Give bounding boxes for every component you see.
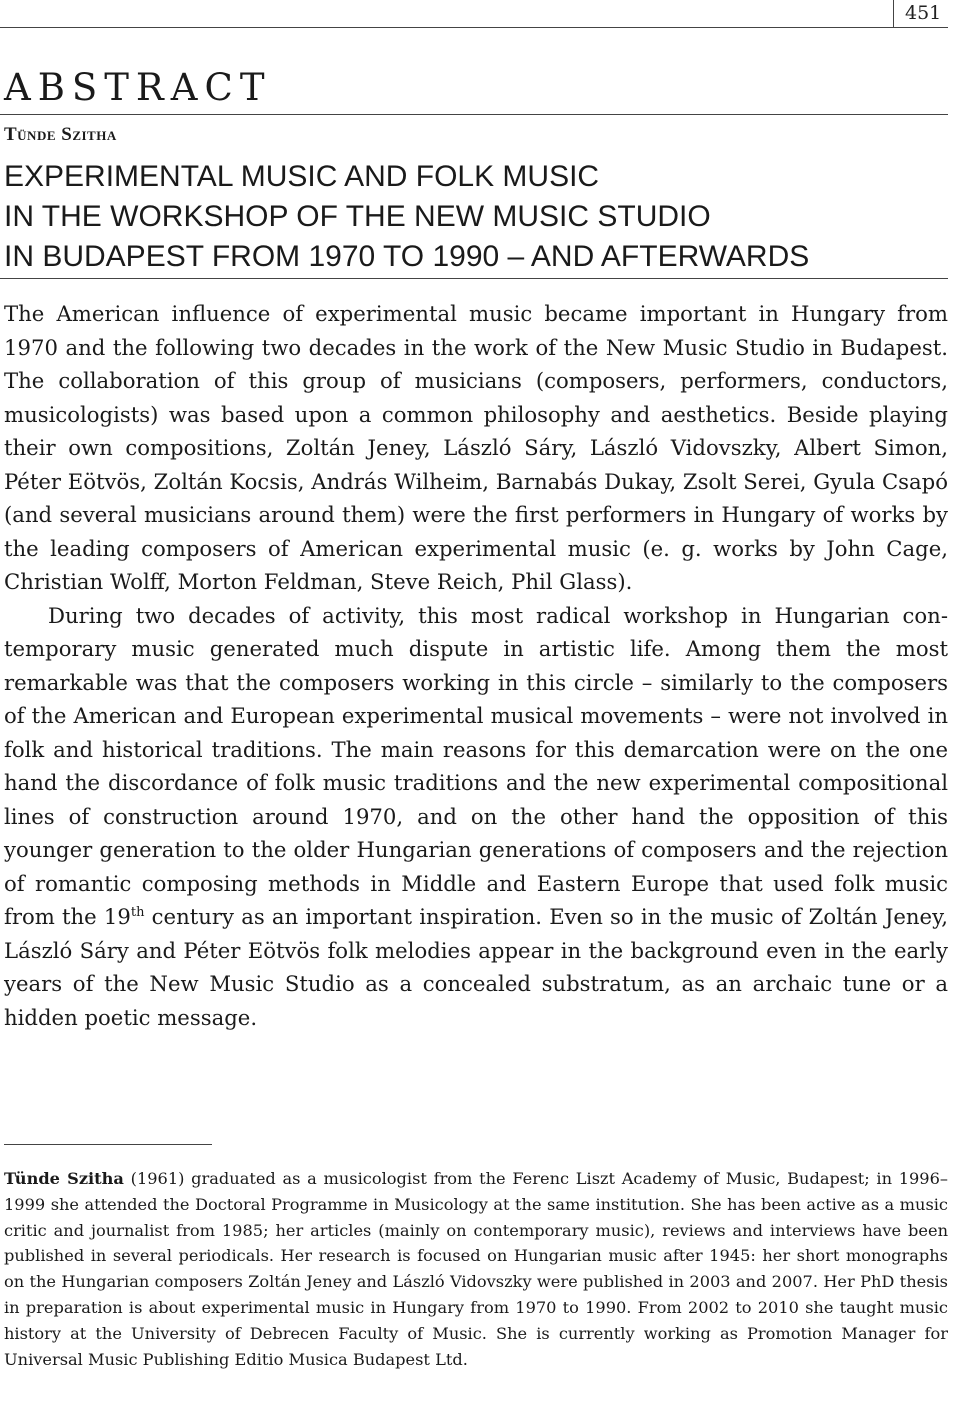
title-rule (0, 278, 948, 279)
superscript-th: th (130, 904, 145, 920)
author-name: Tünde Szitha (4, 124, 117, 145)
abstract-paragraph-1: The American influence of experimental music became important in Hungary from 1970 and the following two decades in the work of the New Music Studio in Budapest. The collaboration of this group of musicians (composers, performers, conductors, musicologists) was based upon a common philosophy and aesthetics. Beside playing their own compositions, Zoltán Jeney, László Sáry, László Vidovszky, Albert Simon, Péter Eötvös, Zoltán Kocsis, András Wilheim, Barnabás Dukay, Zsolt Serei, Gyula Csapó (and several musicians around them) were the first performers in Hungary of works by the leading composers of American experimental music (e. g. works by John Cage, Christian Wolff, Morton Feldman, Steve Reich, Phil Glass). (4, 301, 948, 594)
abstract-paragraph-2 (4, 599, 948, 1035)
header-rule (0, 27, 948, 28)
paragraph-2-text-end: century as an important inspiration. Even so in the music of Zoltán Jeney, László Sáry and Péter Eötvös folk melodies appear in the background even in the early years of the New Music Studio as a concealed substratum, as an archaic tune or a hidden poetic message. (4, 904, 948, 1030)
title-line: IN THE WORKSHOP OF THE NEW MUSIC STUDIO (4, 200, 711, 233)
paragraph-2-text: During two decades of activity, this most radical workshop in Hungarian contemporary music generated much dispute in artistic life. Among them the most remarkable was that the composers working in this circle – similarly to the composers of the American and European experimental musical movements – were not involved in folk and historical traditions. The main reasons for this demarcation were on the one hand the discordance of folk music traditions and the new experimental compositional lines of construction around 1970, and on the other hand the opposition of this younger generation to the older Hungarian generations of composers and the rejection of romantic composing methods in Middle and Eastern Europe that used folk music from the 19 (4, 602, 948, 929)
abstract-body (4, 297, 948, 1034)
author-bio (4, 1166, 948, 1372)
section-heading: ABSTRACT (4, 66, 272, 109)
page-number: 451 (905, 2, 942, 24)
heading-rule (0, 114, 948, 115)
title-line: EXPERIMENTAL MUSIC AND FOLK MUSIC (4, 160, 600, 193)
article-title (4, 157, 948, 277)
bio-author-name: Tünde Szitha (4, 1169, 124, 1188)
footnote-rule (4, 1144, 212, 1145)
title-line: IN BUDAPEST FROM 1970 TO 1990 – AND AFTERWARDS (4, 240, 810, 273)
bio-text: (1961) graduated as a musicologist from the Ferenc Liszt Academy of Music, Budapest; in 1996–1999 she attended the Doctoral Programme in Musicology at the same institution. She has been active as a music critic and journalist from 1985; her articles (mainly on contemporary music), reviews and interviews have been published in several periodicals. Her research is focused on Hungarian music after 1945: her short monographs on the Hungarian composers Zoltán Jeney and László Vidovszky were published in 2003 and 2007. Her PhD thesis in preparation is about experimental music in Hungary from 1970 to 1990. From 2002 to 2010 she taught music history at the University of Debrecen Faculty of Music. She is currently working as Promotion Manager for Universal Music Publishing Editio Musica Budapest Ltd. (4, 1169, 948, 1369)
